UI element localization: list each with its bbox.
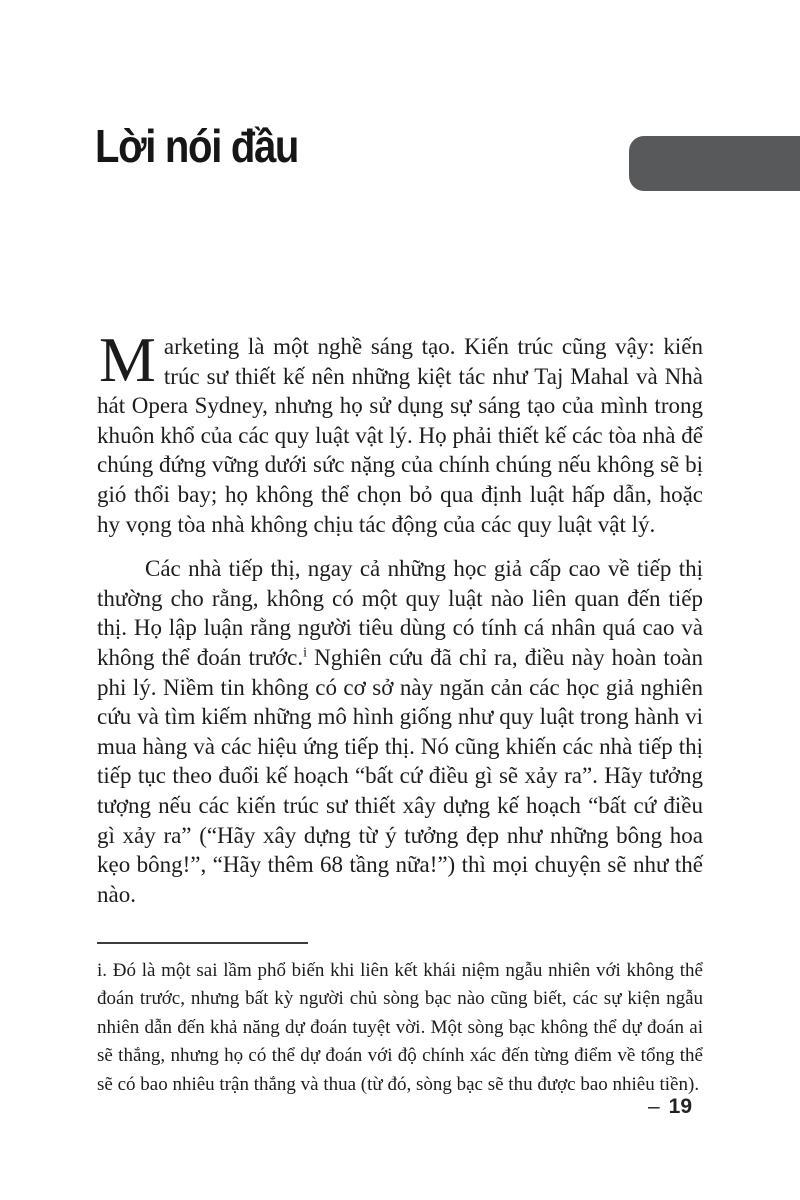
footnote-divider (97, 942, 308, 944)
paragraph-2-text-post: Nghiên cứu đã chỉ ra, điều này hoàn toàn phi lý. Niềm tin không có cơ sở này ngăn cản các học giả nghiên cứu và tìm kiếm những mô hình giống như quy luật trong hành vi mua hàng và các hiệu ứng tiếp thị. Nó cũng khiến các nhà tiếp thị tiếp tục theo đuổi kế hoạch “bất cứ điều gì sẽ xảy ra”. Hãy tưởng tượng nếu các kiến trúc sư thiết xây dựng kế hoạch “bất cứ điều gì xảy ra” (“Hãy xây dựng từ ý tưởng đẹp như những bông hoa kẹo bông!”, “Hãy thêm 68 tầng nữa!”) thì mọi chuyện sẽ như thế nào. (97, 644, 704, 907)
page-number-dash: – (647, 1095, 660, 1118)
chapter-tab-marker (629, 136, 800, 191)
paragraph-1-text: arketing là một nghề sáng tạo. Kiến trúc cũng vậy: kiến trúc sư thiết kế nên những kiệt tác như Taj Mahal và Nhà hát Opera Sydney, nhưng họ sử dụng sự sáng tạo của mình trong khuôn khổ của các quy luật vật lý. Họ phải thiết kế các tòa nhà để chúng đứng vững dưới sức nặng của chính chúng nếu không sẽ bị gió thổi bay; họ không thể chọn bỏ qua định luật hấp dẫn, hoặc hy vọng tòa nhà không chịu tác động của các quy luật vật lý. (97, 334, 703, 537)
page-number (648, 1095, 692, 1119)
paragraph-2 (97, 554, 703, 909)
paragraph-1 (97, 324, 703, 539)
footnote-section (97, 936, 703, 1099)
page-title: Lời nói đầu (95, 120, 299, 172)
page-number-value: 19 (668, 1095, 692, 1118)
drop-cap: M (99, 324, 156, 395)
body-text (97, 324, 704, 909)
footnote-reference-marker: i (303, 645, 308, 661)
footnote-text: i. Đó là một sai lầm phổ biến khi liên kết khái niệm ngẫu nhiên với không thể đoán trước, nhưng bất kỳ người chủ sòng bạc nào cũng biết, các sự kiện ngẫu nhiên dẫn đến khả năng dự đoán tuyệt vời. Một sòng bạc không thể dự đoán ai sẽ thắng, nhưng họ có thể dự đoán với độ chính xác đến từng điểm về tổng thể sẽ có bao nhiêu trận thắng và thua (từ đó, sòng bạc sẽ thu được bao nhiêu tiền). (97, 960, 703, 1095)
paragraph-2-text-pre: Các nhà tiếp thị, ngay cả những học giả cấp cao về tiếp thị thường cho rằng, không có một quy luật nào liên quan đến tiếp thị. Họ lập luận rằng người tiêu dùng có tính cá nhân quá cao và không thể đoán trước. (97, 556, 703, 670)
